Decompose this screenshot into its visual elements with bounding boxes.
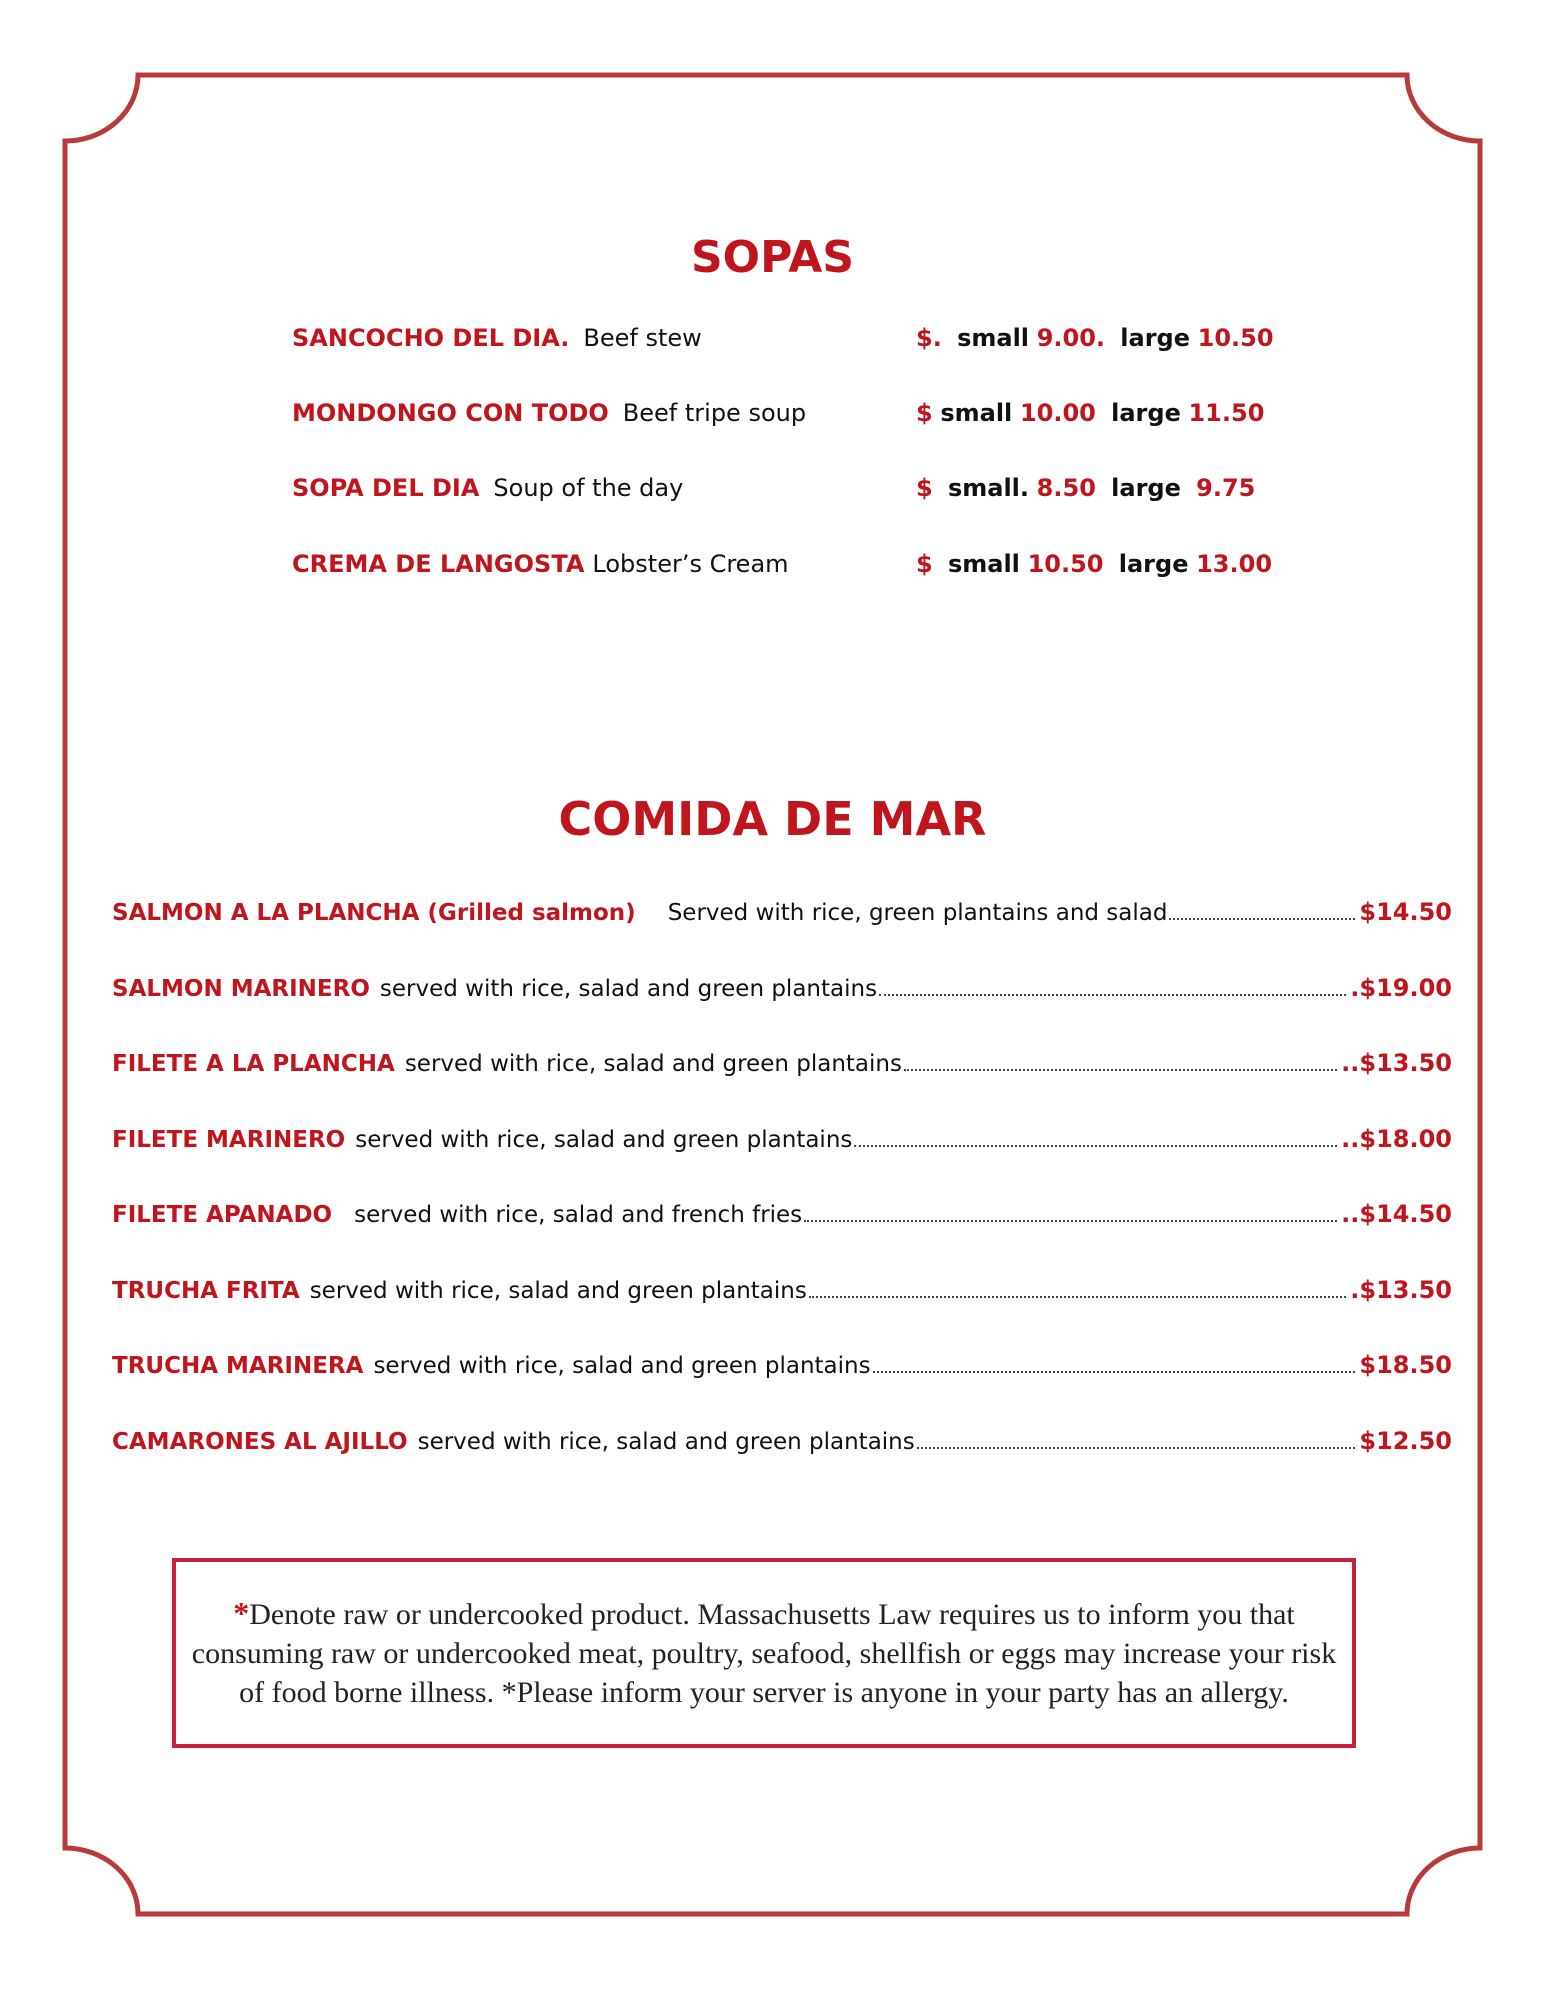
section-title-comida-de-mar: COMIDA DE MAR bbox=[558, 792, 987, 846]
seafood-description: served with rice, salad and green plantains bbox=[404, 1051, 902, 1077]
asterisk-marker: * bbox=[233, 1595, 250, 1631]
soup-price bbox=[916, 318, 1274, 358]
seafood-name: FILETE MARINERO bbox=[112, 1127, 346, 1153]
seafood-row bbox=[112, 1119, 1452, 1159]
soup-name-text: MONDONGO CON TODO bbox=[292, 399, 609, 427]
soup-name bbox=[292, 468, 683, 508]
soup-description: Lobster’s Cream bbox=[592, 550, 789, 578]
small-price: 9.00. bbox=[1036, 324, 1106, 352]
seafood-name: FILETE A LA PLANCHA bbox=[112, 1051, 395, 1077]
small-label: small bbox=[940, 399, 1013, 427]
seafood-description: served with rice, salad and green plantains bbox=[379, 976, 878, 1002]
large-label: large bbox=[1120, 324, 1191, 352]
dot-leader bbox=[804, 1220, 1337, 1222]
seafood-description: Served with rice, green plantains and salad bbox=[667, 900, 1168, 926]
seafood-description: served with rice, salad and green plantains bbox=[417, 1429, 915, 1455]
soup-price bbox=[916, 544, 1272, 584]
dollar-sign: $. bbox=[916, 324, 942, 352]
large-label: large bbox=[1111, 399, 1181, 427]
seafood-name: TRUCHA FRITA bbox=[112, 1278, 300, 1304]
seafood-price: ..$13.50 bbox=[1341, 1049, 1452, 1077]
soup-description: Beef tripe soup bbox=[622, 399, 807, 427]
dot-leader bbox=[854, 1145, 1337, 1147]
dot-leader bbox=[873, 1371, 1356, 1373]
small-label: small bbox=[957, 324, 1030, 352]
small-label: small. bbox=[947, 474, 1030, 502]
large-price: 10.50 bbox=[1197, 324, 1274, 352]
large-label: large bbox=[1118, 550, 1189, 578]
soup-description: Beef stew bbox=[583, 324, 702, 352]
dot-leader bbox=[879, 994, 1346, 996]
seafood-price: $12.50 bbox=[1359, 1427, 1452, 1455]
seafood-row bbox=[112, 892, 1452, 932]
seafood-price: .$19.00 bbox=[1350, 974, 1452, 1002]
seafood-name: SALMON MARINERO bbox=[112, 976, 370, 1002]
soup-row bbox=[0, 318, 1545, 358]
small-price: 10.00 bbox=[1019, 399, 1096, 427]
allergy-notice-text bbox=[189, 1594, 1339, 1712]
seafood-name: TRUCHA MARINERA bbox=[112, 1353, 364, 1379]
seafood-price: $18.50 bbox=[1359, 1351, 1452, 1379]
small-price: 8.50 bbox=[1036, 474, 1096, 502]
soup-name bbox=[292, 393, 806, 433]
seafood-description: served with rice, salad and green plantains bbox=[373, 1353, 871, 1379]
seafood-name: FILETE APANADO bbox=[112, 1202, 333, 1228]
soup-row bbox=[0, 468, 1545, 508]
soup-price bbox=[916, 393, 1264, 433]
large-price: 9.75 bbox=[1196, 474, 1256, 502]
soup-name-text: SANCOCHO DEL DIA. bbox=[292, 324, 570, 352]
large-price: 11.50 bbox=[1188, 399, 1265, 427]
small-label: small bbox=[947, 550, 1020, 578]
dot-leader bbox=[1169, 918, 1355, 920]
seafood-row bbox=[112, 1270, 1452, 1310]
dot-leader bbox=[809, 1296, 1346, 1298]
seafood-price: $14.50 bbox=[1359, 898, 1452, 926]
small-price: 10.50 bbox=[1027, 550, 1104, 578]
allergy-notice-box bbox=[172, 1558, 1356, 1748]
section-title-sopas: SOPAS bbox=[690, 232, 855, 283]
seafood-description: served with rice, salad and green plantains bbox=[309, 1278, 807, 1304]
seafood-row bbox=[112, 1043, 1452, 1083]
large-label: large bbox=[1111, 474, 1181, 502]
seafood-row bbox=[112, 1194, 1452, 1234]
dollar-sign: $ bbox=[916, 550, 933, 578]
dollar-sign: $ bbox=[916, 399, 933, 427]
dot-leader bbox=[904, 1069, 1337, 1071]
seafood-row bbox=[112, 1345, 1452, 1385]
soup-name-text: SOPA DEL DIA bbox=[292, 474, 480, 502]
seafood-description: served with rice, salad and french fries bbox=[354, 1202, 803, 1228]
large-price: 13.00 bbox=[1196, 550, 1273, 578]
seafood-price: ..$14.50 bbox=[1341, 1200, 1452, 1228]
seafood-price: .$13.50 bbox=[1350, 1276, 1452, 1304]
seafood-name: SALMON A LA PLANCHA (Grilled salmon) bbox=[112, 900, 636, 926]
soup-row bbox=[0, 544, 1545, 584]
soup-price bbox=[916, 468, 1255, 508]
dot-leader bbox=[917, 1447, 1356, 1449]
soup-name-text: CREMA DE LANGOSTA bbox=[292, 550, 585, 578]
soup-row bbox=[0, 393, 1545, 433]
seafood-description: served with rice, salad and green plantains bbox=[355, 1127, 853, 1153]
soup-description: Soup of the day bbox=[493, 474, 684, 502]
dollar-sign: $ bbox=[916, 474, 933, 502]
notice-body: Denote raw or undercooked product. Massachusetts Law requires us to inform you that consuming raw or undercooked meat, poultry, seafood, shellfish or eggs may increase your risk of food borne illness. *Please inform your server is anyone in your party has an allergy. bbox=[191, 1598, 1337, 1709]
seafood-price: ..$18.00 bbox=[1341, 1125, 1452, 1153]
seafood-row bbox=[112, 1421, 1452, 1461]
seafood-name: CAMARONES AL AJILLO bbox=[112, 1429, 408, 1455]
soup-name bbox=[292, 318, 702, 358]
soup-name bbox=[292, 544, 789, 584]
seafood-row bbox=[112, 968, 1452, 1008]
